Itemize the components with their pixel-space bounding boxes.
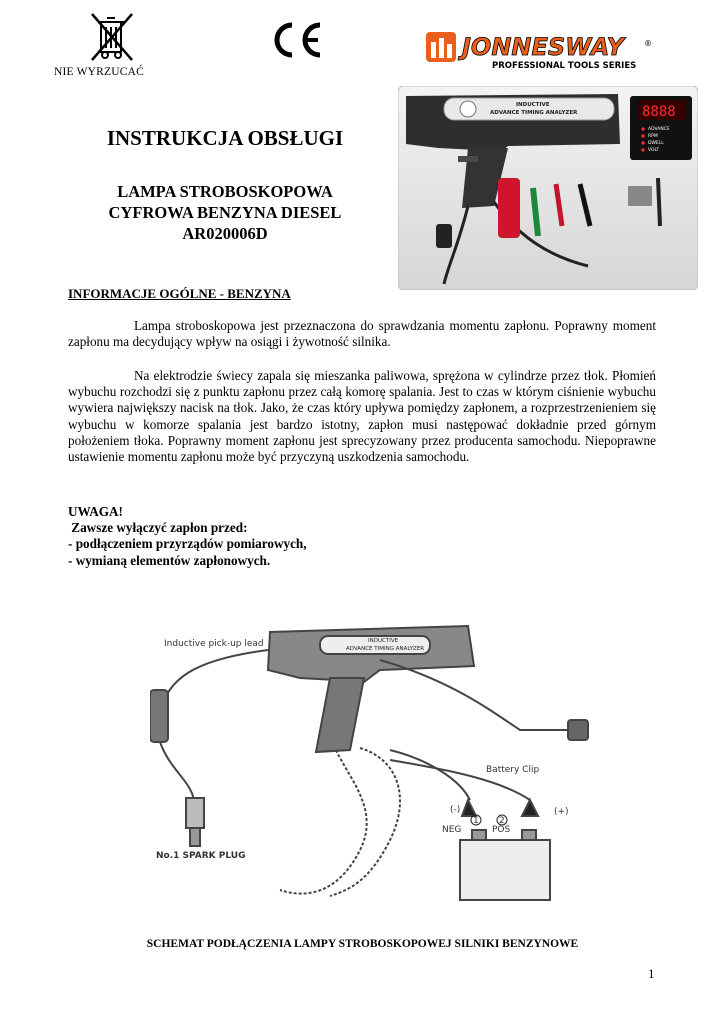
crossed-out-bin-icon	[88, 12, 136, 62]
disposal-label: NIE WYRZUCAĆ	[54, 66, 145, 78]
neg-label: (-)	[450, 805, 461, 815]
marker-1: 1	[473, 816, 479, 826]
pickup-lead-label: Inductive pick-up lead	[164, 639, 264, 649]
product-photo	[398, 86, 698, 290]
diagram-device-label-1: INDUCTIVE	[368, 638, 399, 644]
brand-reg: ®	[644, 39, 652, 48]
connection-diagram	[150, 620, 590, 920]
marker-2: 2	[499, 816, 505, 826]
photo-device-label-2: ADVANCE TIMING ANALYZER	[490, 110, 578, 116]
warning-line-3: - wymianą elementów zapłonowych.	[68, 552, 271, 568]
neg-terminal-label: NEG	[442, 825, 462, 835]
spark-plug-label: No.1 SPARK PLUG	[156, 851, 246, 861]
warning-block	[68, 504, 307, 569]
product-subtitle	[60, 181, 390, 244]
warning-line-2: - podłączeniem przyrządów pomiarowych,	[68, 536, 307, 552]
pos-terminal-label: POS	[492, 825, 511, 835]
display-option-volt: VOLT	[648, 148, 660, 153]
brand-name: JONNESWAY	[462, 33, 624, 61]
subtitle-line-2: CYFROWA BENZYNA DIESEL	[108, 203, 342, 222]
battery-clip-label: Battery Clip	[486, 765, 540, 775]
subtitle-line-1: LAMPA STROBOSKOPOWA	[117, 182, 333, 201]
page-title: INSTRUKCJA OBSŁUGI	[106, 126, 344, 150]
ce-mark-icon	[268, 20, 324, 60]
display-option-rpm: RPM	[648, 134, 658, 139]
photo-device-label-1: INDUCTIVE	[516, 102, 550, 108]
subtitle-line-3: AR020006D	[182, 224, 268, 243]
page-number: 1	[648, 966, 655, 981]
diagram-device-label-2: ADVANCE TIMING ANALYZER	[346, 646, 425, 652]
diagram-caption: SCHEMAT PODŁĄCZENIA LAMPY STROBOSKOPOWEJ SILNIKI BENZYNOWE	[146, 938, 579, 950]
paragraph-2: Na elektrodzie świecy zapala się mieszanka paliwowa, sprężona w cylindrze przez tłok. Płomień wybuchu rozchodzi się z punktu zapłonu przez całą komorę spalania. Jest to czas w którym ciśnienie wybuchu wywiera największy nacisk na tłok. Jako, że czas który upływa pomiędzy zapłonem, a rozprzestrzenieniem się wybuchu w komorze spalania jest bardzo istotny, zapłon musi następować dokładnie przed górnym położeniem tłoka. Poprawny moment zapłonu jest sprecyzowany przez producenta samochodu. Niepoprawne ustawienie momentu zapłonu może być przyczyną uszkodzenia samochodu.	[68, 368, 656, 465]
brand-tagline: PROFESSIONAL TOOLS SERIES	[492, 61, 637, 71]
display-option-advance: ADVANCE	[648, 127, 670, 132]
display-option-dwell: DWELL	[648, 141, 664, 146]
warning-heading: UWAGA!	[68, 504, 123, 519]
svg-text:8888: 8888	[642, 104, 676, 120]
paragraph-1: Lampa stroboskopowa jest przeznaczona do sprawdzania momentu zapłonu. Poprawny moment zapłonu ma decydujący wpływ na osiągi i żywotność silnika.	[68, 318, 656, 350]
section-heading: INFORMACJE OGÓLNE - BENZYNA	[68, 286, 291, 301]
warning-line-1: Zawsze wyłączyć zapłon przed:	[68, 520, 248, 536]
brand-logo	[426, 28, 652, 72]
pos-label: (+)	[554, 807, 569, 817]
